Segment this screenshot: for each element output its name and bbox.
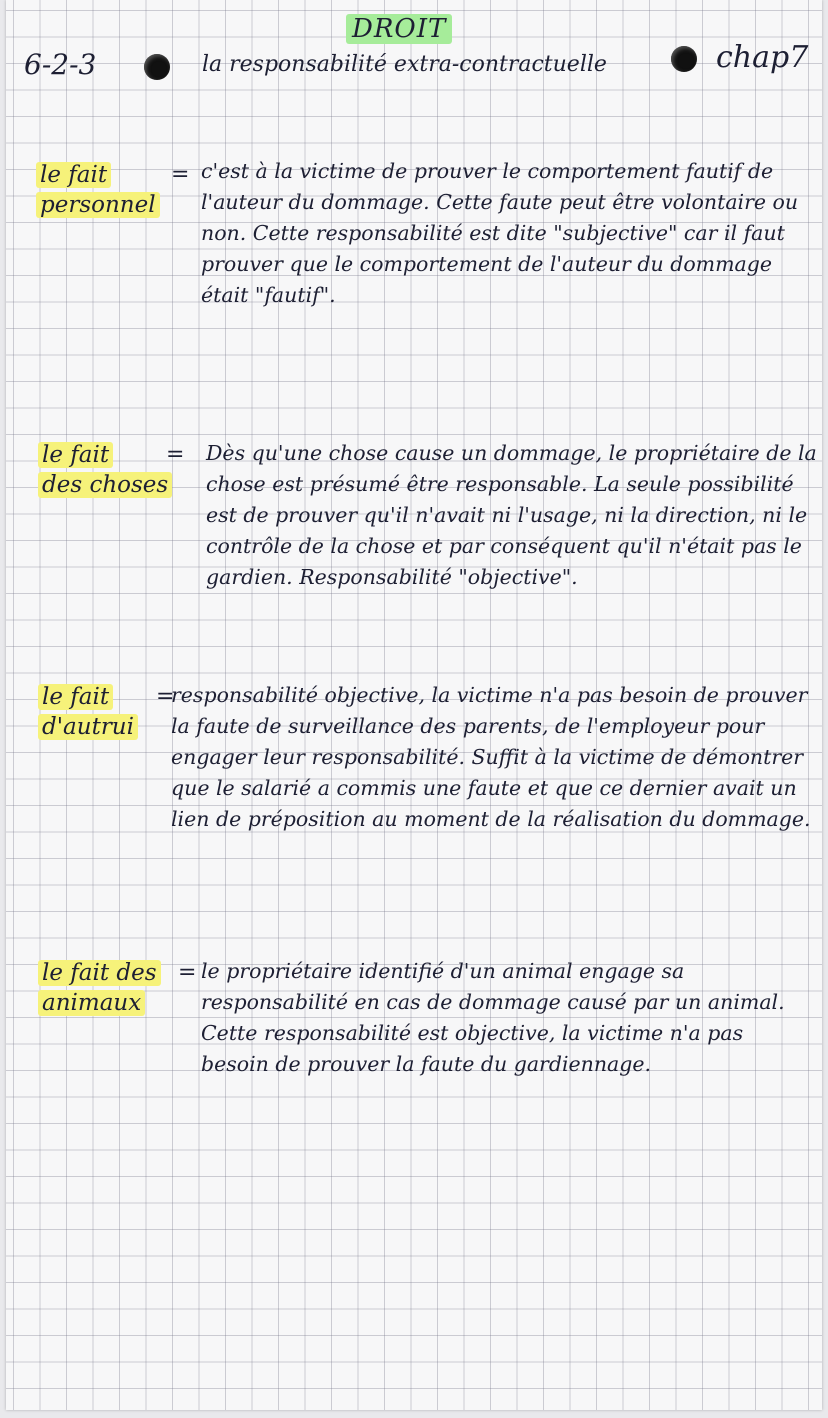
section-term-fait-personnel xyxy=(36,160,160,220)
equals-sign: = xyxy=(178,960,197,985)
section-definition: responsabilité objective, la victime n'a pas besoin de prouver la faute de surveillance des parents, de l'employeur pour engager leur responsabilité. Suffit à la victime de démontrer que le salarié a commis une faute et que ce dernier avait un lien de préposition au moment de la réalisation du dommage. xyxy=(171,683,811,831)
term-line-1: le fait xyxy=(38,684,113,710)
section-definition: c'est à la victime de prouver le comportement fautif de l'auteur du dommage. Cette faute peut être volontaire ou non. Cette responsabilité est dite "subjective" car il faut prouver que le comportement de l'auteur du dommage était "fautif". xyxy=(201,159,799,307)
section-term-fait-des-choses xyxy=(38,440,172,500)
course-code: 6-2-3 xyxy=(24,48,97,81)
equals-sign: = xyxy=(166,442,185,467)
subject-heading xyxy=(346,14,452,44)
term-line-1: le fait xyxy=(38,442,113,468)
equals-sign: = xyxy=(156,684,175,709)
term-line-2: d'autrui xyxy=(38,714,138,740)
binder-hole-icon xyxy=(144,54,170,80)
term-line-1: le fait xyxy=(36,162,111,188)
term-line-2: animaux xyxy=(38,990,145,1016)
section-term-fait-d-autrui xyxy=(38,682,138,742)
page-title: la responsabilité extra-contractuelle xyxy=(202,52,607,77)
subject-label: DROIT xyxy=(346,14,452,44)
term-line-2: des choses xyxy=(38,472,172,498)
graph-paper-sheet xyxy=(6,0,822,1410)
chapter-label: chap7 xyxy=(716,40,809,75)
section-definition: le propriétaire identifié d'un animal engage sa responsabilité en cas de dommage causé par un animal. Cette responsabilité est objective, la victime n'a pas besoin de prouver la faute du gardiennage. xyxy=(201,959,785,1076)
term-line-1: le fait des xyxy=(38,960,161,986)
binder-hole-icon xyxy=(671,46,697,72)
section-term-fait-des-animaux xyxy=(38,958,161,1018)
equals-sign: = xyxy=(171,162,190,187)
term-line-2: personnel xyxy=(36,192,160,218)
section-definition: Dès qu'une chose cause un dommage, le propriétaire de la chose est présumé être responsable. La seule possibilité est de prouver qu'il n'avait ni l'usage, ni la direction, ni le contrôle de la chose et par conséquent qu'il n'était pas le gardien. Responsabilité "objective". xyxy=(206,441,817,589)
